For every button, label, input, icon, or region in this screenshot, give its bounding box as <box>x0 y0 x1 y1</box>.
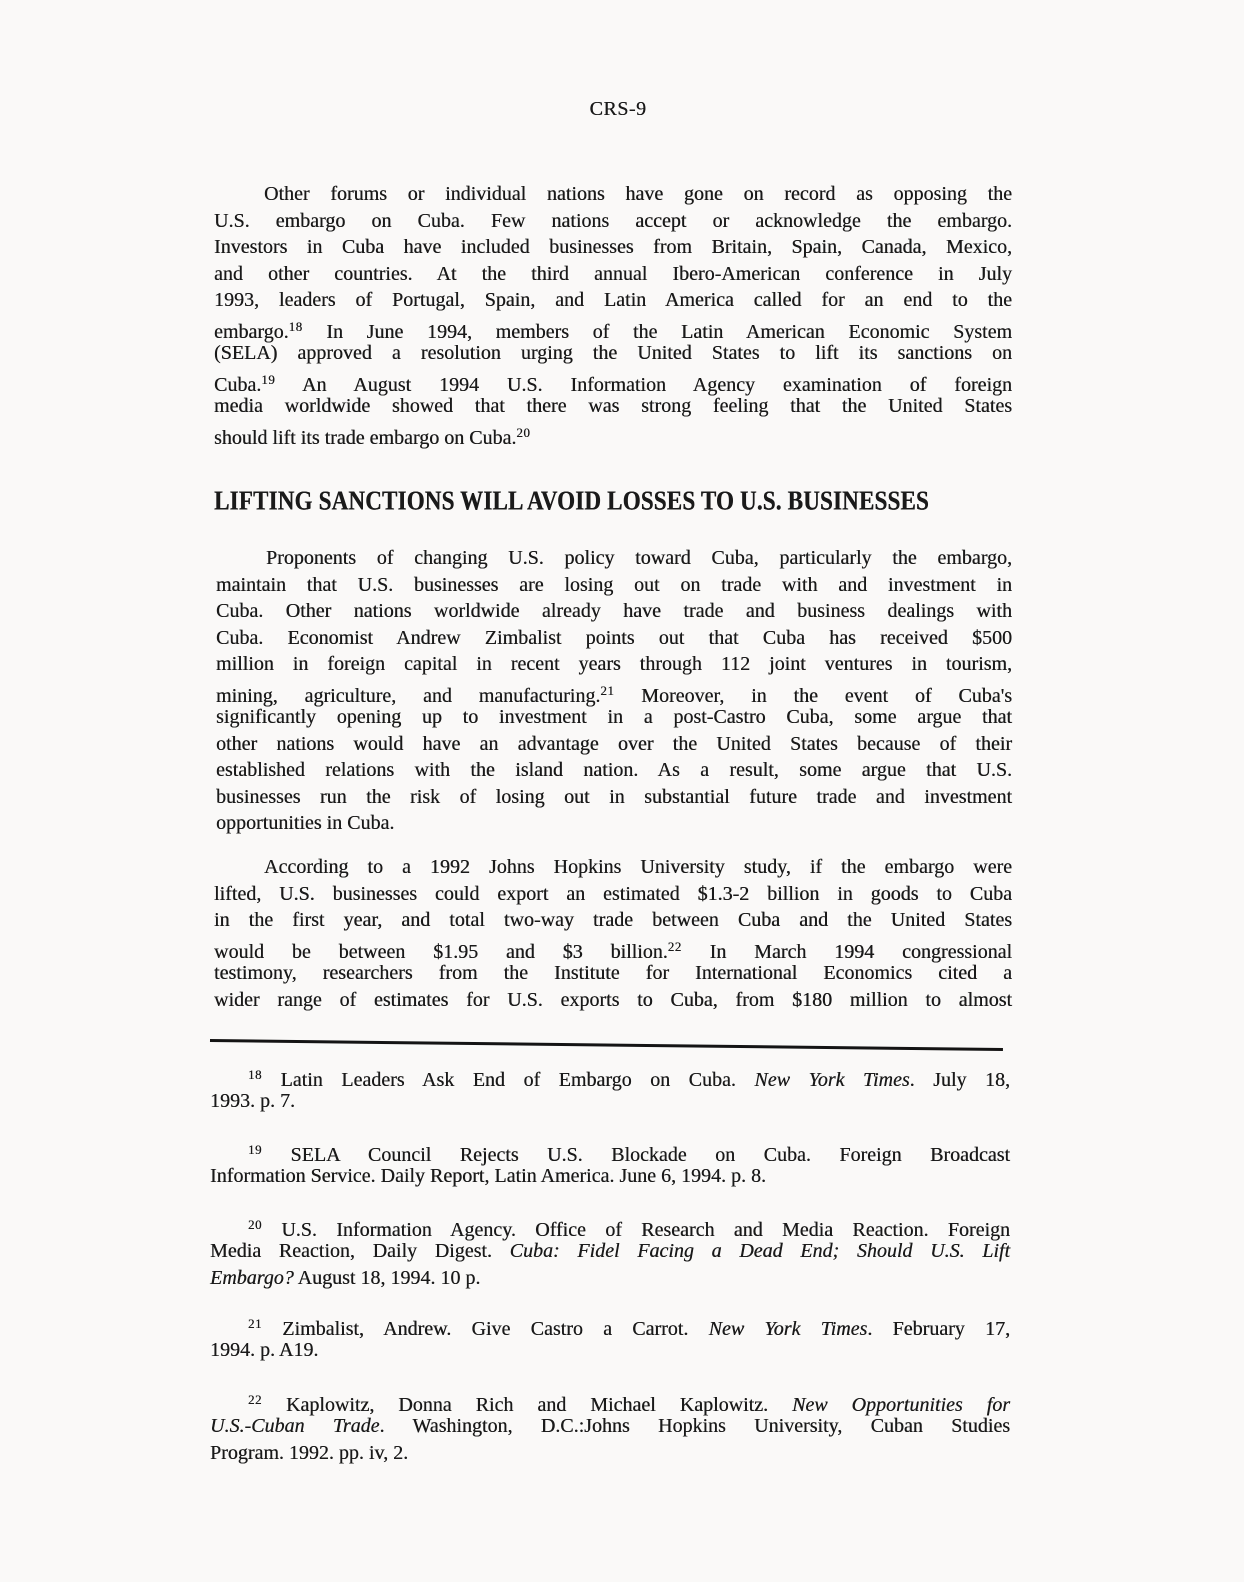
text-segment: In March 1994 congressional <box>681 940 1012 963</box>
text-line <box>214 960 1012 987</box>
text-line <box>216 784 1012 811</box>
text-line <box>214 393 1012 420</box>
text-segment: 1993. p. 7. <box>210 1090 295 1112</box>
text-segment: lifted, U.S. businesses could export an estimated $1.3-2 billion in goods to Cuba <box>214 882 1012 905</box>
text-segment: Cuba. <box>214 373 262 396</box>
text-segment: wider range of estimates for U.S. exports to Cuba, from $180 million to almost <box>214 988 1012 1011</box>
text-line <box>214 261 1012 288</box>
text-segment: Moreover, in the event of Cuba's <box>614 684 1013 707</box>
text-segment: should lift its trade embargo on Cuba. <box>214 426 517 449</box>
text-line <box>214 881 1012 908</box>
text-segment: mining, agriculture, and manufacturing. <box>216 684 601 707</box>
text-segment: Media Reaction, Daily Digest. <box>210 1240 510 1262</box>
text-line <box>216 678 1012 705</box>
text-line <box>214 340 1012 367</box>
text-line <box>216 545 1012 572</box>
text-segment: businesses run the risk of losing out in substantial future trade and investment <box>216 785 1012 808</box>
text-segment: million in foreign capital in recent years through 112 joint ventures in tourism, <box>216 653 1012 675</box>
text-segment: Cuba. Economist Andrew Zimbalist points out that Cuba has received $500 <box>216 626 1012 649</box>
text-line <box>214 420 1012 447</box>
text-segment: Cuba. Other nations worldwide already have trade and business dealings with <box>216 600 1012 622</box>
text-segment: testimony, researchers from the Institute for International Economics cited a <box>214 962 1012 984</box>
footnote-19 <box>210 1136 1010 1190</box>
footnote-marker: 22 <box>248 1392 262 1407</box>
text-line <box>210 1061 1010 1091</box>
text-line <box>216 572 1012 599</box>
paragraph-proponents <box>216 545 1012 837</box>
footnote-marker: 22 <box>667 938 682 954</box>
text-segment: established relations with the island nation. As a result, some argue that U.S. <box>216 759 1012 781</box>
footnote-18 <box>210 1061 1010 1115</box>
text-line <box>214 934 1012 961</box>
text-segment: maintain that U.S. businesses are losing out on trade with and investment in <box>216 573 1012 596</box>
text-segment: in the first year, and total two-way trade between Cuba and the United States <box>214 909 1012 931</box>
text-segment: Zimbalist, Andrew. Give Castro a Carrot. <box>262 1318 709 1340</box>
text-segment: would be between $1.95 and $3 billion. <box>214 940 668 963</box>
text-segment: According to a 1992 Johns Hopkins University study, if the embargo were <box>264 856 1012 878</box>
text-line <box>210 1238 1010 1265</box>
text-line <box>214 907 1012 934</box>
text-line <box>210 1337 1010 1364</box>
paragraph-opposition <box>214 181 1012 449</box>
text-line <box>210 1386 1010 1416</box>
text-line <box>216 757 1012 784</box>
text-segment: SELA Council Rejects U.S. Blockade on Cuba. Foreign Broadcast <box>262 1144 1010 1166</box>
text-segment: Other forums or individual nations have gone on record as opposing the <box>264 183 1012 205</box>
text-segment: Investors in Cuba have included businesses from Britain, Spain, Canada, Mexico, <box>214 236 1012 258</box>
text-segment: In June 1994, members of the Latin American Economic System <box>302 320 1012 343</box>
text-line <box>210 1265 1010 1292</box>
paragraph-hopkins-study <box>214 854 1012 1013</box>
cited-work-title: New Opportunities for <box>792 1394 1010 1416</box>
text-line <box>216 810 1012 837</box>
text-line <box>216 625 1012 652</box>
text-segment: August 18, 1994. 10 p. <box>293 1267 481 1289</box>
text-line <box>210 1163 1010 1190</box>
text-segment: and other countries. At the third annual Ibero-American conference in July <box>214 262 1012 285</box>
footnote-20 <box>210 1211 1010 1292</box>
text-segment: . February 17, <box>867 1318 1011 1340</box>
text-line <box>210 1088 1010 1115</box>
text-segment: Latin Leaders Ask End of Embargo on Cuba. <box>262 1069 755 1091</box>
footnote-marker: 20 <box>248 1217 262 1232</box>
text-line <box>216 704 1012 731</box>
text-line <box>210 1310 1011 1340</box>
page-number: CRS-9 <box>589 98 647 120</box>
footnote-marker: 18 <box>288 318 303 334</box>
text-line <box>210 1440 1010 1467</box>
text-segment: embargo. <box>214 320 289 343</box>
cited-work-title: New York Times <box>754 1069 910 1091</box>
text-segment: An August 1994 U.S. Information Agency examination of foreign <box>275 373 1012 396</box>
footnote-marker: 19 <box>248 1142 262 1157</box>
text-segment: U.S. embargo on Cuba. Few nations accept or acknowledge the embargo. <box>214 209 1012 232</box>
footnote-marker: 20 <box>516 424 531 440</box>
text-line <box>210 1413 1010 1440</box>
text-line <box>214 234 1012 261</box>
text-segment: . Washington, D.C.:Johns Hopkins University, Cuban Studies <box>379 1415 1011 1437</box>
text-line <box>214 208 1012 235</box>
text-segment: 1993, leaders of Portugal, Spain, and Latin America called for an end to the <box>214 289 1012 311</box>
cited-work-title: New York Times <box>708 1318 868 1340</box>
text-segment: Information Service. Daily Report, Latin America. June 6, 1994. p. 8. <box>210 1165 766 1187</box>
text-line <box>210 1211 1010 1241</box>
section-heading: LIFTING SANCTIONS WILL AVOID LOSSES TO U.S. BUSINESSES <box>214 486 929 516</box>
text-segment: other nations would have an advantage over the United States because of their <box>216 732 1012 755</box>
cited-work-title: U.S.-Cuban Trade <box>210 1415 380 1437</box>
footnote-22 <box>210 1386 1010 1467</box>
text-line <box>214 314 1012 341</box>
text-segment: 1994. p. A19. <box>210 1339 319 1361</box>
text-line <box>214 987 1012 1014</box>
text-line <box>216 731 1012 758</box>
footnote-marker: 18 <box>248 1067 262 1082</box>
text-line <box>216 598 1012 625</box>
footnote-marker: 19 <box>261 371 276 387</box>
footnote-marker: 21 <box>248 1316 262 1331</box>
cited-work-title: Cuba: Fidel Facing a Dead End; Should U.S. Lift <box>509 1240 1010 1262</box>
text-segment: . July 18, <box>909 1069 1010 1091</box>
text-segment: media worldwide showed that there was strong feeling that the United States <box>214 395 1012 417</box>
text-line <box>216 651 1012 678</box>
text-line <box>210 1136 1010 1166</box>
text-segment: opportunities in Cuba. <box>216 812 395 834</box>
text-line <box>214 287 1012 314</box>
text-segment: significantly opening up to investment in a post-Castro Cuba, some argue that <box>216 706 1012 728</box>
footnote-separator-rule <box>210 1039 1003 1051</box>
text-line <box>214 854 1012 881</box>
text-segment: Kaplowitz, Donna Rich and Michael Kaplowitz. <box>262 1394 793 1416</box>
text-segment: U.S. Information Agency. Office of Research and Media Reaction. Foreign <box>262 1219 1010 1241</box>
text-line <box>214 181 1012 208</box>
text-segment: (SELA) approved a resolution urging the United States to lift its sanctions on <box>214 342 1012 364</box>
text-line <box>214 367 1012 394</box>
footnote-marker: 21 <box>600 682 615 698</box>
cited-work-title: Embargo? <box>210 1267 294 1289</box>
text-segment: Proponents of changing U.S. policy toward Cuba, particularly the embargo, <box>266 547 1012 569</box>
text-segment: Program. 1992. pp. iv, 2. <box>210 1442 409 1464</box>
footnote-21 <box>210 1310 1010 1364</box>
